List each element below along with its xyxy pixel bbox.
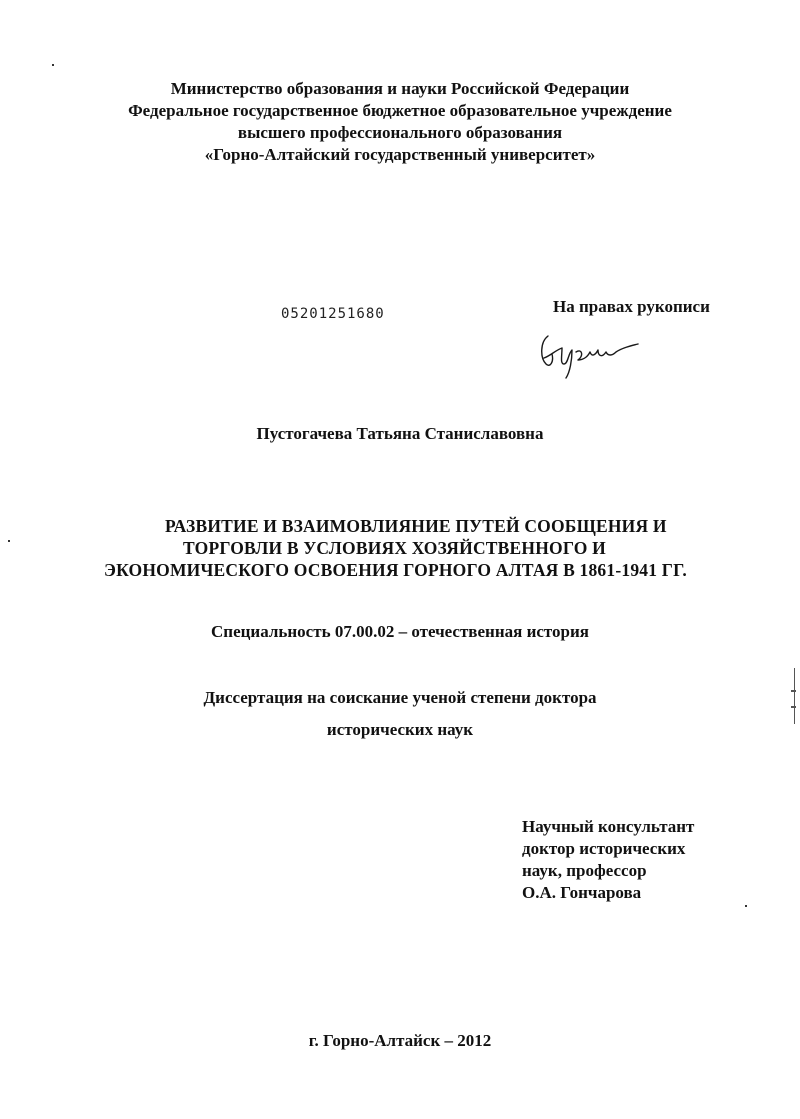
university-name-line: «Горно-Алтайский государственный университет» bbox=[204, 145, 596, 164]
margin-mark bbox=[791, 690, 796, 692]
consultant-degree: доктор исторических bbox=[522, 839, 686, 858]
dissertation-degree-line-2: исторических наук bbox=[326, 720, 474, 739]
consultant-label: Научный консультант bbox=[522, 817, 695, 836]
scan-speck bbox=[8, 540, 10, 542]
scan-speck bbox=[745, 905, 747, 907]
title-line-1: РАЗВИТИЕ И ВЗАИМОВЛИЯНИЕ ПУТЕЙ СООБЩЕНИЯ И bbox=[165, 516, 667, 536]
author-name: Пустогачева Татьяна Станиславовна bbox=[256, 424, 544, 443]
catalog-number: 05201251680 bbox=[281, 306, 385, 322]
city-year-footer: г. Горно-Алтайск – 2012 bbox=[308, 1031, 492, 1050]
consultant-name: О.А. Гончарова bbox=[522, 883, 642, 902]
margin-mark bbox=[794, 668, 795, 724]
institution-type-line: Федеральное государственное бюджетное образовательное учреждение bbox=[128, 101, 672, 120]
specialty-line: Специальность 07.00.02 – отечественная история bbox=[211, 622, 589, 641]
consultant-title: наук, профессор bbox=[522, 861, 647, 880]
title-line-3: ЭКОНОМИЧЕСКОГО ОСВОЕНИЯ ГОРНОГО АЛТАЯ В 1861-1941 ГГ. bbox=[104, 560, 688, 580]
education-level-line: высшего профессионального образования bbox=[237, 123, 563, 142]
scan-speck bbox=[52, 64, 54, 66]
author-signature bbox=[538, 328, 648, 380]
ministry-line: Министерство образования и науки Российской Федерации bbox=[170, 79, 630, 98]
margin-mark bbox=[791, 706, 796, 708]
manuscript-note: На правах рукописи bbox=[553, 297, 710, 316]
title-line-2: ТОРГОВЛИ В УСЛОВИЯХ ХОЗЯЙСТВЕННОГО И bbox=[183, 538, 606, 558]
dissertation-degree-line-1: Диссертация на соискание ученой степени доктора bbox=[203, 688, 597, 707]
